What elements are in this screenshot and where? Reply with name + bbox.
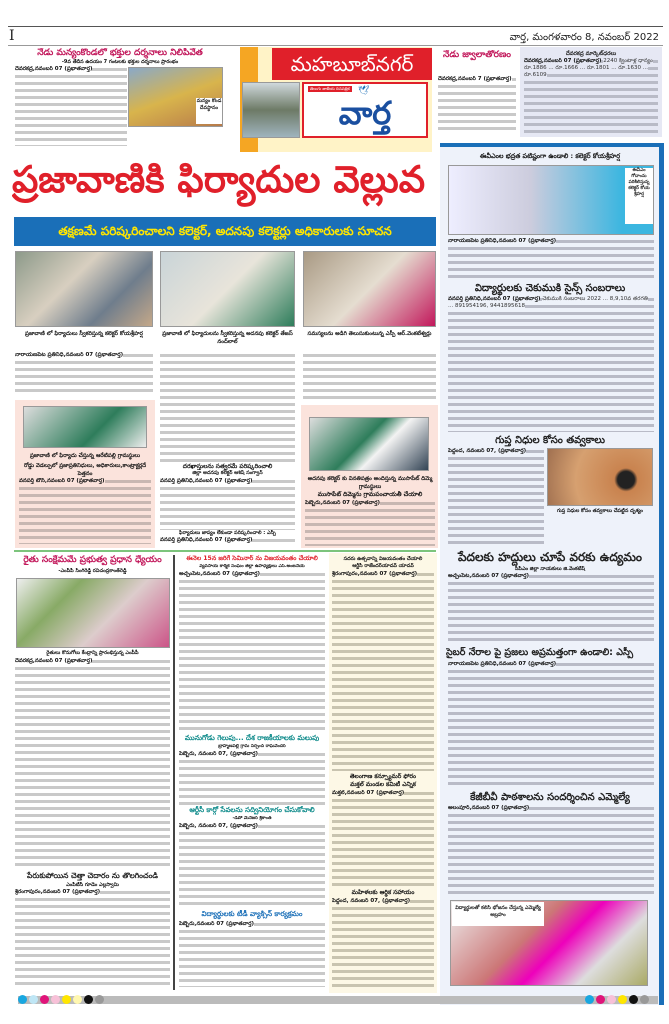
collector-photo bbox=[15, 251, 153, 327]
pink-box bbox=[301, 405, 438, 548]
article-body: పెబ్బేరు,నవంబర్ 07 (ప్రభాతవార్త) bbox=[305, 500, 435, 546]
article-body: నారాయణపేట ప్రతినిధి,నవంబర్ 07 (ప్రభాతవార్త) bbox=[15, 352, 153, 396]
article-body: శ్రీరంగాపురం,నవంబర్ 07 (ప్రభాతవార్త) bbox=[15, 889, 170, 989]
article-title: ఆర్టీసీ కార్గో సేవలను సద్వినియోగం చేసుకోవాలి bbox=[189, 806, 315, 814]
excavation-photo bbox=[547, 448, 653, 506]
sub-headline: రోడ్డు వెడల్పులో ప్రజాప్రతినిధులు, అధికారులు,కాంట్రాక్టర్లదే పెత్తనం bbox=[23, 463, 147, 477]
sub-headline: ఫిర్యాదులు జాప్యం లేకుండా పరిష్కరించాలి : ఎస్పీ bbox=[179, 530, 276, 536]
article-body: శ్రీరంగాపురం,నవంబర్ 07 (ప్రభాతవార్త) bbox=[332, 571, 434, 771]
photo-caption: ప్రజావాణి లో ఫిర్యాదు చేస్తున్న ఆరేటిపల్లి గ్రామస్థులు bbox=[30, 453, 140, 459]
article-body: వనపర్తి ప్రతినిధి,నవంబర్ 07 (ప్రభాతవార్త) bbox=[160, 537, 295, 545]
article-subtitle: -డిపో మేనేజర్ శ్రీకాంత్ bbox=[232, 816, 272, 821]
article-title: తెలంగాణ కన్స్యూమర్ ఫోరం bbox=[349, 773, 417, 780]
photo-caption: ప్రజావాణి లో ఫిర్యాదులను స్వీకరిస్తున్న అదనపు కలెక్టర్ తేజస్ నంద్‌లాల్ bbox=[162, 331, 293, 345]
dove-icon: 🕊 bbox=[358, 86, 370, 96]
pink-box bbox=[15, 400, 155, 548]
article-body: నారాయణపేట ప్రతినిధి,నవంబర్ 07 (ప్రభాతవార్త) bbox=[448, 661, 654, 789]
article-body: దేవరకద్ర,నవంబర్ 07 (ప్రభాతవార్త) bbox=[15, 658, 170, 868]
masthead bbox=[240, 47, 432, 152]
article-body: పెద్దంద, నవంబర్ 07, (ప్రభాతవార్త) bbox=[448, 448, 544, 548]
dam-photo bbox=[242, 82, 300, 138]
article-body: పెద్దంద, నవంబర్ 07, (ప్రభాతవార్త) bbox=[332, 898, 434, 988]
article-title: ఈనెల 15న జరిగే సెమినార్ ను విజయవంతం చేయాలి bbox=[186, 555, 318, 562]
article-title: కేజీబీవీ పాఠశాలను సందర్శించిన ఎమ్మెల్యే bbox=[470, 792, 630, 803]
article-body: దేవరకద్ర,నవంబర్ 07 (ప్రభాతవార్త) bbox=[15, 66, 127, 146]
market-body: దేవరకద్ర,నవంబర్ 07 (ప్రభాతవార్త) 2240 క్వింటాళ్ల ధాన్యం రూ.1886 ... రూ.1666 ... రూ.1801 ... రూ.1630 ... రూ.6109 bbox=[524, 58, 658, 133]
article-body: వనపర్తి ప్రతినిధి,నవంబర్ 07 (ప్రభాతవార్త) చెకుముకి సంబరాలు 2022 ... 8,9,10వ తరగతి ... 8919541​96, 9441895618 bbox=[448, 296, 654, 432]
sub-headline: దరఖాస్తులను సత్వరమే పరిష్కరించాలి bbox=[182, 463, 273, 470]
article-title: విద్యార్థులకు చెకుముకి సైన్స్ సంబరాలు bbox=[474, 283, 626, 294]
article-body: పెబ్బేరు, నవంబర్ 07, (ప్రభాతవార్త) bbox=[179, 751, 325, 805]
article-subtitle: ఆర్టీసీ రాజేందర్‌యాదవ్ యాదవ్ bbox=[352, 563, 414, 569]
photo-caption: అదనపు కలెక్టర్ కు వినతిపత్రం అందిస్తున్న ముసాపేట్ దిమ్మె గ్రామస్థులు bbox=[307, 476, 433, 490]
article-subtitle: సీపీఎం జిల్లా నాయకులు జి.వెంకటేష్ bbox=[514, 566, 586, 572]
market-prices-box bbox=[520, 47, 662, 137]
main-subhead: తక్షణమే పరిష్కరించాలని కలెక్టర్, అదనపు కలెక్టర్లు అధికారులకు సూచన bbox=[14, 217, 436, 246]
article-subtitle: ఎంపీటీసీ గూడెం ఎల్లస్వామి bbox=[66, 882, 119, 888]
petition-photo bbox=[309, 417, 429, 471]
section-divider bbox=[14, 550, 436, 552]
complaint-photo bbox=[23, 406, 147, 448]
photo-caption: రైతులు కొనుగోలు కేంద్రాన్ని ప్రారంభిస్తున్న ఎంపీపీ bbox=[46, 650, 139, 656]
article-title: సదరు ఉత్సవాన్ని విజయవంతం చేయాలి bbox=[343, 556, 423, 562]
sp-photo bbox=[303, 251, 436, 327]
photo-caption: మన్యం కొండ దేవస్థానం bbox=[196, 98, 222, 124]
sub-headline-2: జిల్లా అదనపు కలెక్టర్ ఆశిష్ సంగ్వాన్ bbox=[192, 470, 263, 476]
article-subtitle: -9వ తేదీన ఉదయం 7 గంటలకు భక్తుల దర్శనాలు ప్రారంభం bbox=[61, 59, 179, 65]
sub-headline: ముసాపేట్ దిమ్మెను గ్రామపంచాయతీ చేయాలి bbox=[317, 491, 423, 498]
photo-caption: విద్యార్థులతో కలిసి భోజనం చేస్తున్న ఎమ్మెల్యే అబ్రహం bbox=[452, 902, 544, 926]
article-title: విద్యార్థులకు టీడీ వ్యాక్సిన్ కార్యక్రమం bbox=[201, 910, 303, 918]
article-body: అచ్చంపేట,నవంబర్ 07 (ప్రభాతవార్త) bbox=[448, 573, 654, 645]
color-registration-marks bbox=[18, 995, 104, 1004]
photo-caption: గుప్త నిధుల కోసం తవ్వకాలు చేపట్టిన దృశ్యం bbox=[557, 508, 643, 514]
article-title: మహిళలకు ఆర్థిక సహాయం bbox=[351, 889, 415, 896]
article-title: నేడు జ్వాలాతోరణం bbox=[443, 50, 511, 60]
logo-tagline: తెలుగు జాతీయ దినపత్రిక bbox=[310, 86, 350, 91]
article-subtitle: వ్యవసాయ కార్మిక సంఘం జిల్లా ఉపాధ్యక్షులు ఎస్.అంజనేయ bbox=[199, 564, 305, 569]
article-subtitle: మక్తల్ మండల కమిటీ ఎన్నిక bbox=[350, 781, 416, 788]
farmers-photo bbox=[16, 578, 170, 648]
registration-bar bbox=[18, 996, 658, 1004]
page-number: I bbox=[9, 28, 15, 44]
article-body: అచ్చంపేట,నవంబర్ 07 (ప్రభాతవార్త) bbox=[179, 571, 325, 733]
article-body: వనపర్తి ప్రతినిధి,నవంబర్ 07 (ప్రభాతవార్త) bbox=[160, 478, 295, 530]
article-subtitle: బ్రాహ్మణపల్లి గ్రామ సర్పంచ్ రాఘవేందర్ bbox=[218, 744, 286, 749]
article-body: దేవరకద్ర,నవంబర్ 7 (ప్రభాతవార్త) bbox=[438, 76, 516, 134]
header-rule bbox=[8, 45, 663, 46]
article-subtitle: -ఎంపీపీ సింగిరెడ్డి రవిచంద్రకాంత్‌రెడ్డి bbox=[58, 568, 127, 574]
photo-caption: ఈవీఎం గోదాంను పరిశీలిస్తున్న కలెక్టర్ కోయ శ్రీహర్ష bbox=[625, 168, 653, 224]
column-divider bbox=[173, 555, 175, 990]
article-title: పేరుకుపోయిన చెత్తా చెదారం ను తొలగించండి bbox=[27, 871, 158, 880]
article-title: ఈవీఎంల భద్రత పటిష్టంగా ఉండాలి : కలెక్టర్ కోయశ్రీహర్ష bbox=[479, 152, 621, 160]
district-name: మహబూబ్‌నగర్ bbox=[272, 48, 432, 80]
article-title: రైతు సంక్షేమమే ప్రభుత్వ ప్రధాన ధ్యేయం bbox=[23, 555, 162, 565]
photo-caption: ప్రజావాణి లో ఫిర్యాదులు స్వీకరిస్తున్న కలెక్టర్ కోయశ్రీహర్ష bbox=[25, 331, 143, 337]
logo-box bbox=[302, 82, 428, 138]
article-body: పెబ్బేరు,నవంబర్ 07 (ప్రభాతవార్త) bbox=[179, 921, 325, 987]
article-body: వనపర్తి టౌన్,నవంబర్ 07 (ప్రభాతవార్త) bbox=[19, 478, 151, 544]
article-title: మునుగోడు గెలుపు... దేశ రాజకీయాలకు మలుపు bbox=[184, 734, 320, 742]
dateline: వార్త, మంగళవారం 8, నవంబర్ 2022 bbox=[509, 32, 659, 43]
article-body: పెబ్బేరు, నవంబర్ 07, (ప్రభాతవార్త) bbox=[179, 823, 325, 909]
varta-logo: వార్త bbox=[338, 94, 392, 132]
evm-photo bbox=[448, 165, 654, 235]
addl-collector-photo bbox=[160, 251, 295, 327]
article-body: అలంపూర్,నవంబర్ 07 (ప్రభాతవార్త) bbox=[448, 805, 654, 897]
article-title: గుప్త నిధుల కోసం తవ్వకాలు bbox=[495, 435, 605, 446]
photo-caption: సమస్యలను అడిగి తెలుసుకుంటున్న ఎస్పీ ఆర్.వెంకటేశ్వర్లు bbox=[307, 331, 432, 337]
article-title: పేదలకు హద్దులు చూపే వరకు ఉద్యమం bbox=[457, 550, 642, 564]
article-title: సైబర్ నేరాల పై ప్రజలు అప్రమత్తంగా ఉండాలి: ఎస్పీ bbox=[446, 647, 634, 658]
article-body: మక్తల్,నవంబర్ 07 (ప్రభాతవార్త) bbox=[332, 790, 434, 888]
article-body bbox=[160, 352, 295, 462]
main-headline: ప్రజావాణికి ఫిర్యాదుల వెల్లువ bbox=[12, 158, 426, 201]
article-title: నేడు మన్యంకొండలో భక్తుల దర్శనాలు నిలిపివేత bbox=[37, 48, 203, 58]
article-body: నారాయణపేట ప్రతినిధి,నవంబర్ 07 (ప్రభాతవార్త) bbox=[448, 238, 654, 282]
top-rule bbox=[8, 26, 663, 27]
color-registration-marks bbox=[585, 995, 649, 1004]
article-body bbox=[303, 352, 436, 402]
market-title: దేవరకద్ర మార్కెట్‌ధరలు bbox=[565, 51, 617, 57]
